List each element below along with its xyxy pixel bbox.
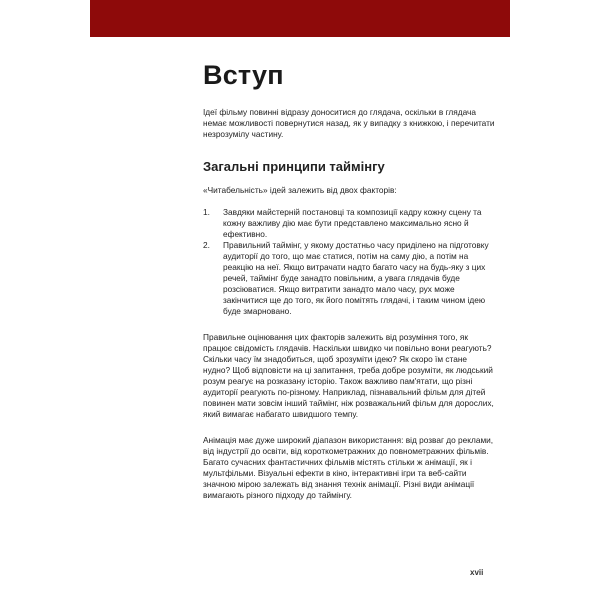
body-paragraph: Правильне оцінювання цих факторів залежить від розуміння того, як працює свідомість глядачів. Наскільки швидко чи повільно вони реагують? Скільки часу їм знадобиться, щоб зрозуміти ідею? Як скоро їм стане нудно? Щоб відповісти на ці запитання, треба добре розуміти, як людський розум реагує на розказану історію. Також важливо пам'ятати, що різні аудиторії реагують по-різному. Наприклад, пізнавальний фільм для дітей повинен мати зовсім інший таймінг, ніж розважальний фільм для дорослих, який вимагає набагато швидшого темпу. (203, 332, 494, 419)
page-number: xvii (470, 568, 484, 577)
list-item-number: 1. (203, 207, 210, 217)
intro-paragraph: Ідеї фільму повинні відразу доноситися до глядача, оскільки в глядача немає можливості повернутися назад, як у випадку з книжкою, і перечитати незрозумілу частину. (203, 107, 495, 139)
factor-list (203, 207, 495, 317)
list-item (203, 207, 495, 240)
chapter-title: Вступ (203, 60, 284, 90)
list-item-text: Правильний таймінг, у якому достатньо часу приділено на підготовку аудиторії до того, що має статися, потім на саму дію, а потім на реакцію на неї. Якщо витрачати надто багато часу на будь-яку з цих речей, таймінг буде занадто повільним, а увага глядачів буде розсіюватися. Якщо витратити занадто мало часу, рух може закінчитися ще до того, як його помітять глядачі, і таким чином ідею буде змарновано. (223, 240, 489, 316)
page-content (203, 58, 495, 501)
list-item-text: Завдяки майстерній постановці та композиції кадру кожну сцену та кожну важливу дію має бути представлено максимально ясно й ефективно. (223, 207, 482, 239)
chapter-color-band (90, 0, 510, 37)
list-item (203, 240, 495, 317)
body-paragraph: Анімація має дуже широкий діапазон використання: від розваг до реклами, від індустрії до освіти, від короткометражних до повнометражних фільмів. Багато сучасних фантастичних фільмів містять стільки ж анімації, як і мультфільми. Візуальні ефекти в кіно, інтерактивні ігри та веб-сайти значною мірою залежать від знання технік анімації. Різні види анімації вимагають різного підходу до таймінгу. (203, 435, 494, 500)
section-heading: Загальні принципи таймінгу (203, 159, 385, 174)
section-lead: «Читабельність» ідей залежить від двох факторів: (203, 185, 397, 195)
list-item-number: 2. (203, 240, 210, 250)
